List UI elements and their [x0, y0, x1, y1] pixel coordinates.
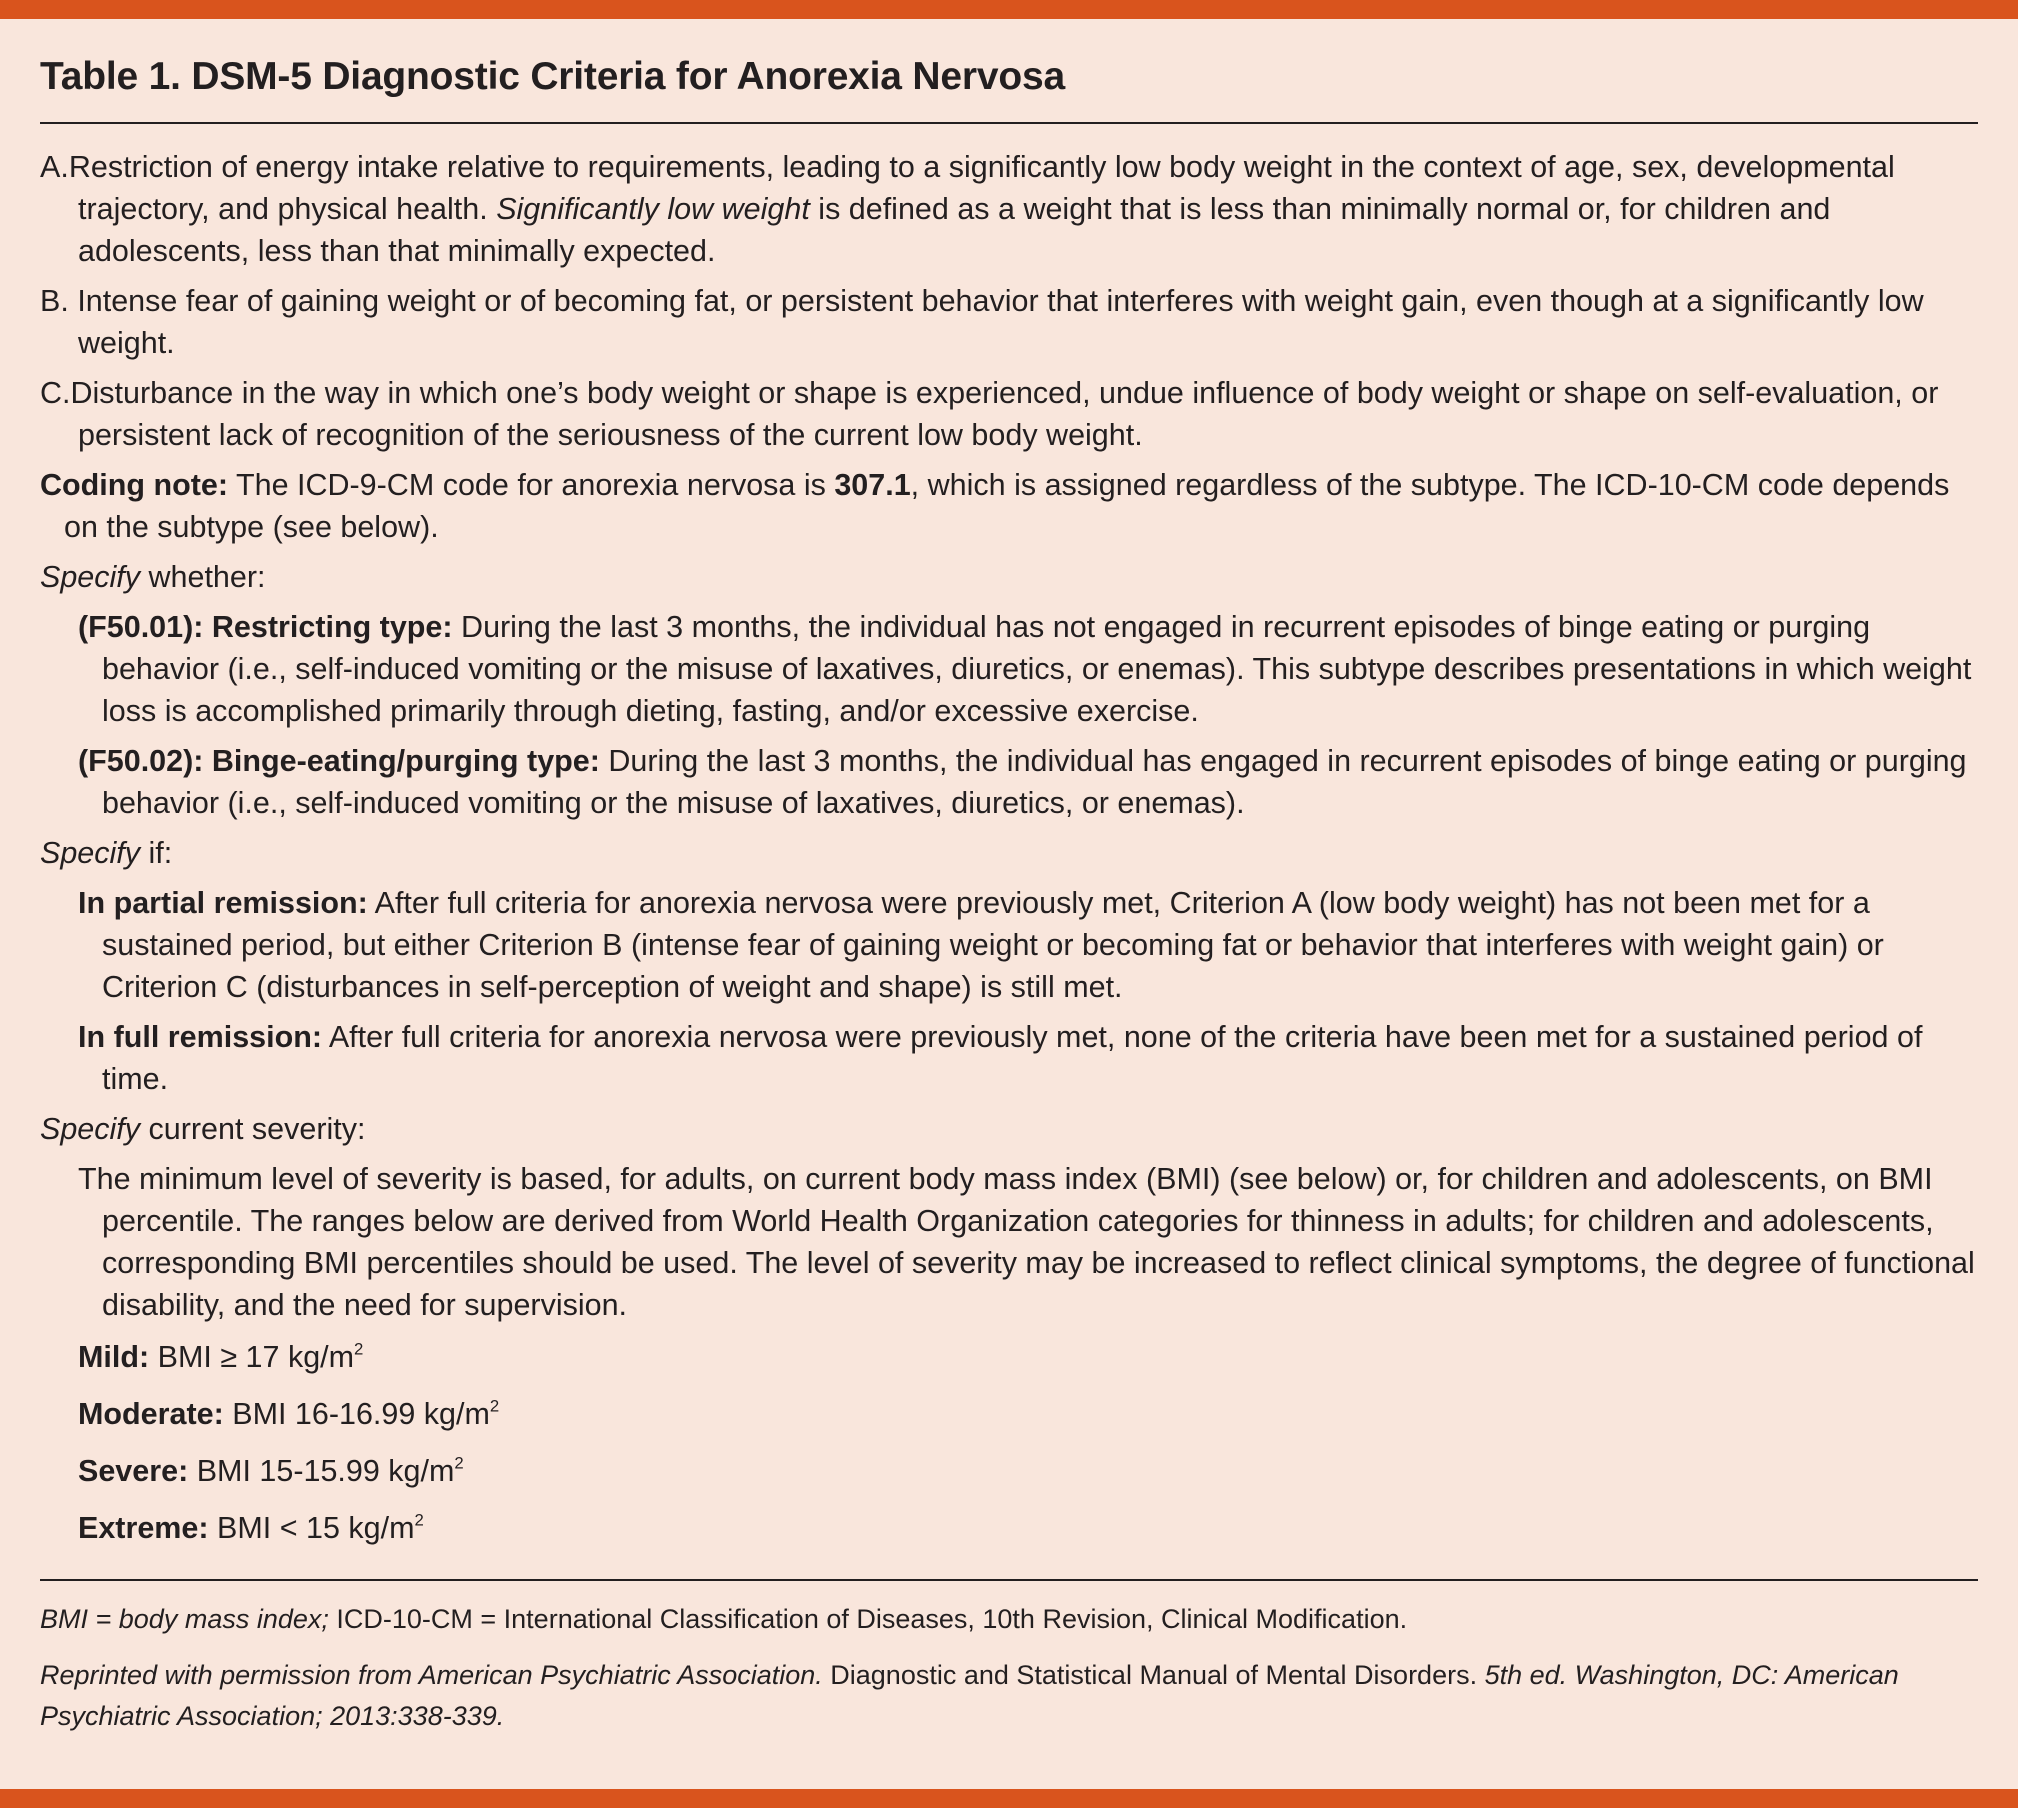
footer-divider [40, 1579, 1978, 1581]
table-footer [40, 1599, 1978, 1737]
severity-moderate: Moderate: BMI 16-16.99 $kg/m^2$ [78, 1396, 500, 1431]
remission-list [78, 882, 1978, 1100]
partial-remission: In partial remission: After full criteria for anorexia nervosa were previously met, Criterion A (low body weight) has not been met for a sustained period, but either Criterion B (intense fear of gaining weight or becoming fat or behavior that interferes with weight gain) or Criterion C (disturbances in self-perception of weight and shape) is still met. [78, 886, 1884, 1004]
subtype-binge-purging: (F50.02): Binge-eating/purging type: During the last 3 months, the individual has engaged in recurrent episodes of binge eating or purging behavior (i.e., self-induced vomiting or the misuse of laxatives, diuretics, or enemas). [78, 744, 1967, 820]
abbreviations-note: BMI = body mass index; ICD-10-CM = International Classification of Diseases, 10th Revision, Clinical Modification. [40, 1604, 1408, 1634]
severity-mild: Mild: BMI ≥ 17 $kg/m^2$ [78, 1339, 364, 1374]
bottom-accent-bar [0, 1789, 2018, 1808]
severity-severe: Severe: BMI 15-15.99 $kg/m^2$ [78, 1453, 464, 1488]
table-box [40, 52, 1978, 1752]
severity-description: The minimum level of severity is based, for adults, on current body mass index (BMI) (see below) or, for children and adolescents, on BMI percentile. The ranges below are derived from World Health Organization categories for thinness in adults; for children and adolescents, corresponding BMI percentiles should be used. The level of severity may be increased to reflect clinical symptoms, the degree of functional disability, and the need for supervision. [78, 1162, 1975, 1322]
specify-if: Specify if: [40, 836, 173, 870]
specify-severity: Specify current severity: [40, 1112, 366, 1146]
full-remission: In full remission: After full criteria for anorexia nervosa were previously met, none of the criteria have been met for a sustained period of time. [78, 1020, 1923, 1096]
title-divider [40, 122, 1978, 124]
criterion-c: C.Disturbance in the way in which one’s body weight or shape is experienced, undue influence of body weight or shape on self-evaluation, or persistent lack of recognition of the seriousness of the current low body weight. [40, 376, 1939, 452]
severity-extreme: Extreme: BMI < 15 $kg/m^2$ [78, 1510, 424, 1545]
table-body [40, 146, 1978, 1549]
top-accent-bar [0, 0, 2018, 19]
specify-whether: Specify whether: [40, 560, 266, 594]
coding-note: Coding note: The ICD-9-CM code for anorexia nervosa is 307.1, which is assigned regardless of the subtype. The ICD-10-CM code depends on the subtype (see below). [40, 468, 1950, 544]
table-title: Table 1. DSM-5 Diagnostic Criteria for Anorexia Nervosa [40, 55, 1065, 98]
source-citation: Reprinted with permission from American Psychiatric Association. Diagnostic and Statistical Manual of Mental Disorders. 5th ed. Washington, DC: American Psychiatric Association; 2013:338-339. [40, 1660, 1899, 1731]
subtype-restricting: (F50.01): Restricting type: During the last 3 months, the individual has not engaged in recurrent episodes of binge eating or purging behavior (i.e., self-induced vomiting or the misuse of laxatives, diuretics, or enemas). This subtype describes presentations in which weight loss is accomplished primarily through dieting, fasting, and/or excessive exercise. [78, 610, 1972, 728]
subtype-list [78, 606, 1978, 824]
severity-block [78, 1158, 1978, 1326]
criterion-b: B. Intense fear of gaining weight or of becoming fat, or persistent behavior that interferes with weight gain, even though at a significantly low weight. [40, 284, 1924, 360]
criterion-a: A.Restriction of energy intake relative to requirements, leading to a significantly low body weight in the context of age, sex, developmental trajectory, and physical health. Significantly low weight is defined as a weight that is less than minimally normal or, for children and adolescents, less than that minimally expected. [40, 150, 1895, 268]
